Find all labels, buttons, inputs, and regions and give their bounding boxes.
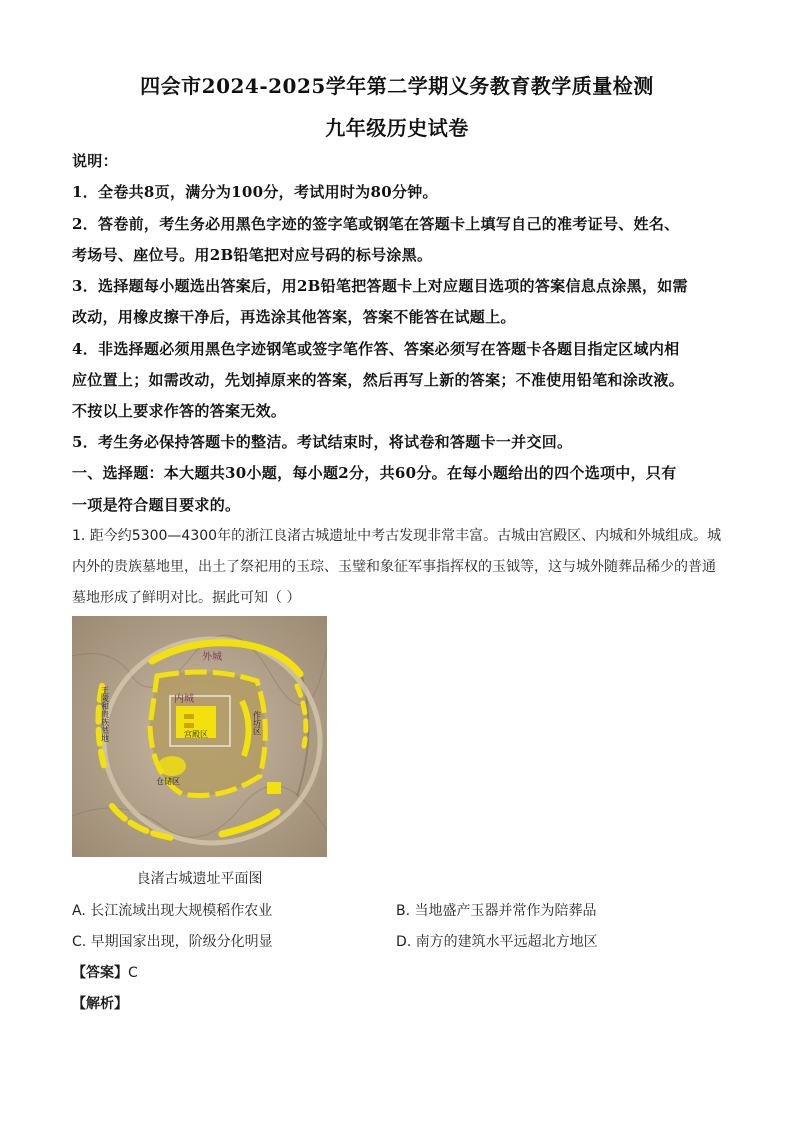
- instruction-line: 改动，用橡皮擦干净后，再选涂其他答案，答案不能答在试题上。: [72, 308, 516, 326]
- option-b: B. 当地盛产玉器并常作为陪葬品: [396, 903, 597, 919]
- instruction-line: 应位置上；如需改动，先划掉原来的答案，然后再写上新的答案；不准使用铅笔和涂改液。: [72, 371, 685, 389]
- option-d: D. 南方的建筑水平远超北方地区: [396, 934, 598, 950]
- section-heading: 一项是符合题目要求的。: [72, 496, 241, 514]
- exam-title: 四会市2024-2025学年第二学期义务教育教学质量检测: [140, 74, 654, 98]
- answer-line: [72, 962, 138, 982]
- answer-value: C: [128, 965, 138, 981]
- map-label-tombs: 王陵和贵族墓地: [100, 686, 110, 742]
- analysis-label: 【解析】: [72, 996, 128, 1012]
- instructions-heading: 说明：: [72, 152, 118, 170]
- question-text: 1. 距今约5300—4300年的浙江良渚古城遗址中考古发现非常丰富。古城由宫殿区、内城和外城组成。城: [72, 528, 722, 544]
- instruction-line: 考场号、座位号。用2B铅笔把对应号码的标号涂黑。: [72, 246, 433, 264]
- exam-subtitle: 九年级历史试卷: [325, 116, 469, 140]
- liangzhu-site-map: [72, 616, 327, 857]
- question-text: 内外的贵族墓地里，出土了祭祀用的玉琮、玉璧和象征军事指挥权的玉钺等，这与城外随葬品稀少的普通: [72, 559, 716, 575]
- question-text: 墓地形成了鲜明对比。据此可知（ ）: [72, 590, 301, 606]
- map-label-inner: 内城: [174, 694, 194, 705]
- instruction-line: 5．考生务必保持答题卡的整洁。考试结束时，将试卷和答题卡一并交回。: [72, 433, 573, 451]
- map-caption: 良渚古城遗址平面图: [136, 871, 263, 887]
- section-heading: 一、选择题：本大题共30小题，每小题2分，共60分。在每小题给出的四个选项中，只有: [72, 464, 677, 482]
- instruction-line: 1．全卷共8页，满分为100分，考试用时为80分钟。: [72, 183, 438, 201]
- answer-label: 【答案】: [72, 965, 128, 981]
- instruction-line: 4．非选择题必须用黑色字迹钢笔或签字笔作答、答案必须写在答题卡各题目指定区域内相: [72, 340, 680, 358]
- instruction-line: 2．答卷前，考生务必用黑色字迹的签字笔或钢笔在答题卡上填写自己的准考证号、姓名、: [72, 215, 680, 233]
- instruction-line: 不按以上要求作答的答案无效。: [72, 402, 287, 420]
- map-label-granary: 仓储区: [156, 777, 180, 786]
- analysis-line: [72, 993, 128, 1013]
- map-label-palace: 宫殿区: [184, 730, 208, 739]
- option-c: C. 早期国家出现，阶级分化明显: [72, 934, 273, 950]
- instruction-line: 3．选择题每小题选出答案后，用2B铅笔把答题卡上对应题目选项的答案信息点涂黑，如需: [72, 277, 688, 295]
- map-label-workshop: 作坊区: [252, 711, 262, 735]
- option-a: A. 长江流域出现大规模稻作农业: [72, 903, 273, 919]
- map-label-outer: 外城: [202, 652, 222, 663]
